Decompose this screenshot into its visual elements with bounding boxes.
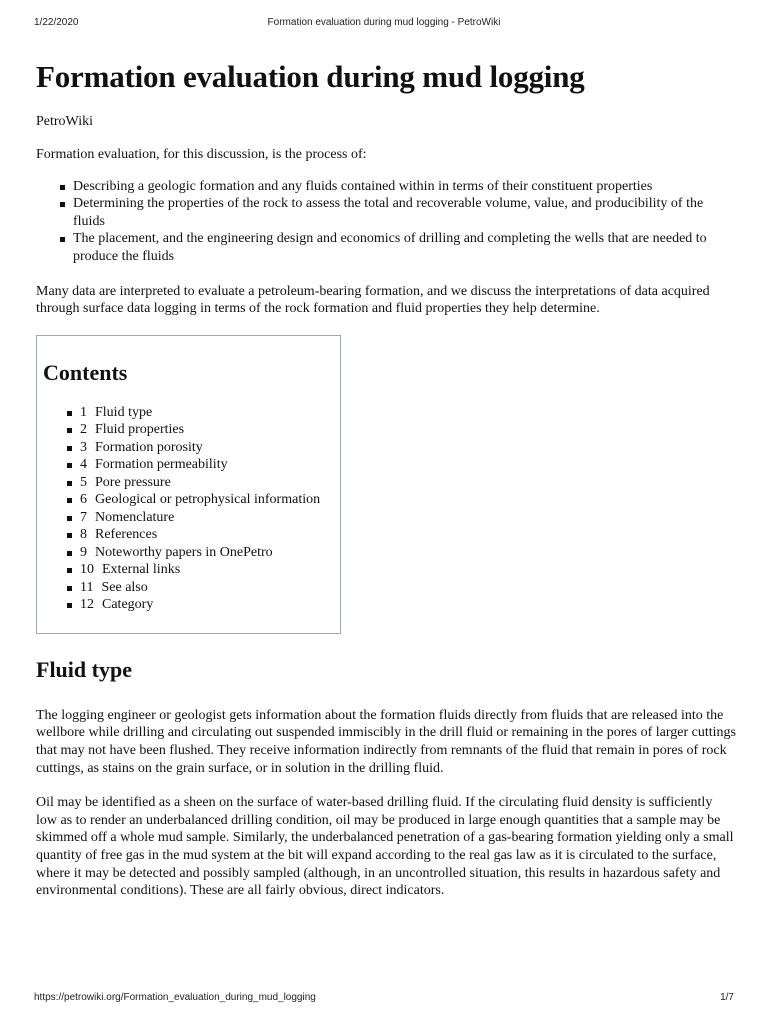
- fluid-type-paragraph-1: The logging engineer or geologist gets information about the formation fluids directly from fluids that are released into the wellbore while drilling and circulating out suspended immiscibly in the drill fluid or remaining in the pores of larger cuttings that may not have been flushed. They receive information indirectly from remnants of the fluid that remain in pores of rock cuttings, as stains on the grain surface, or in solution in the drilling fluid.: [36, 707, 736, 776]
- toc-item-formation-porosity[interactable]: [80, 439, 340, 457]
- toc-label: Nomenclature: [95, 509, 175, 525]
- toc-label: External links: [102, 562, 181, 578]
- toc-number: 10: [80, 562, 94, 578]
- page-title: Formation evaluation during mud logging: [36, 59, 585, 94]
- print-page-title: Formation evaluation during mud logging - PetroWiki: [267, 17, 501, 28]
- toc-label: References: [95, 527, 158, 543]
- toc-number: 7: [80, 509, 87, 525]
- toc-number: 5: [80, 474, 87, 490]
- toc-item-noteworthy-papers[interactable]: [80, 544, 340, 562]
- toc-label: Noteworthy papers in OnePetro: [95, 544, 273, 560]
- toc-label: Geological or petrophysical information: [95, 492, 321, 508]
- fluid-type-paragraph-2: Oil may be identified as a sheen on the surface of water-based drilling fluid. If the circulating fluid density is sufficiently low as to render an underbalanced drilling condition, oil may be produced in large enough quantities that a sample may be skimmed off a whole mud sample. Similarly, the underbalanced penetration of a gas-bearing formation yielding only a small quantity of free gas in the mud system at the bit will expand according to the real gas law as it is circulated to the surface, where it may be detected and possibly sampled (although, in an uncontrolled situation, this results in hazardous safety and environmental conditions). These are all fairly obvious, direct indicators.: [36, 795, 734, 899]
- toc-item-category[interactable]: [80, 596, 340, 614]
- page-number: 1/7: [720, 992, 734, 1003]
- list-item: Determining the properties of the rock to assess the total and recoverable volume, value, and producibility of the fluids: [73, 195, 736, 230]
- toc-number: 4: [80, 457, 87, 473]
- section-heading-fluid-type: Fluid type: [36, 656, 132, 682]
- list-item: Describing a geologic formation and any fluids contained within in terms of their constituent properties: [73, 178, 736, 196]
- print-footer: [34, 992, 734, 1006]
- toc-list: [43, 404, 340, 614]
- definition-list: [36, 178, 736, 266]
- toc-number: 12: [80, 597, 94, 613]
- intro-paragraph: Formation evaluation, for this discussion, is the process of:: [36, 147, 367, 162]
- toc-item-fluid-properties[interactable]: [80, 421, 340, 439]
- print-url: https://petrowiki.org/Formation_evaluation_during_mud_logging: [34, 992, 316, 1003]
- summary-paragraph: Many data are interpreted to evaluate a petroleum-bearing formation, and we discuss the interpretations of data acquired through surface data logging in terms of the rock formation and fluid properties they help determine.: [36, 283, 710, 317]
- toc-item-geological-info[interactable]: [80, 491, 340, 509]
- toc-item-references[interactable]: [80, 526, 340, 544]
- toc-number: 8: [80, 527, 87, 543]
- toc-item-formation-permeability[interactable]: [80, 456, 340, 474]
- toc-label: Formation porosity: [95, 439, 203, 455]
- list-item: The placement, and the engineering design and economics of drilling and completing the wells that are needed to produce the fluids: [73, 230, 736, 265]
- toc-number: 6: [80, 492, 87, 508]
- site-name: PetroWiki: [36, 114, 93, 129]
- article-content: [36, 57, 736, 900]
- print-date: 1/22/2020: [34, 17, 79, 28]
- toc-item-pore-pressure[interactable]: [80, 474, 340, 492]
- toc-label: Fluid properties: [95, 422, 185, 438]
- toc-item-fluid-type[interactable]: [80, 404, 340, 422]
- toc-heading: Contents: [43, 359, 128, 385]
- toc-item-see-also[interactable]: [80, 579, 340, 597]
- toc-label: Category: [102, 597, 154, 613]
- toc-number: 11: [80, 579, 94, 595]
- toc-label: Fluid type: [95, 404, 153, 420]
- toc-number: 9: [80, 544, 87, 560]
- toc-item-external-links[interactable]: [80, 561, 340, 579]
- print-header: [34, 17, 734, 31]
- toc-number: 3: [80, 439, 87, 455]
- toc-label: Formation permeability: [95, 457, 228, 473]
- toc-item-nomenclature[interactable]: [80, 509, 340, 527]
- toc-label: Pore pressure: [95, 474, 171, 490]
- toc-label: See also: [101, 579, 148, 595]
- table-of-contents: [36, 335, 341, 634]
- toc-number: 2: [80, 422, 87, 438]
- toc-number: 1: [80, 404, 87, 420]
